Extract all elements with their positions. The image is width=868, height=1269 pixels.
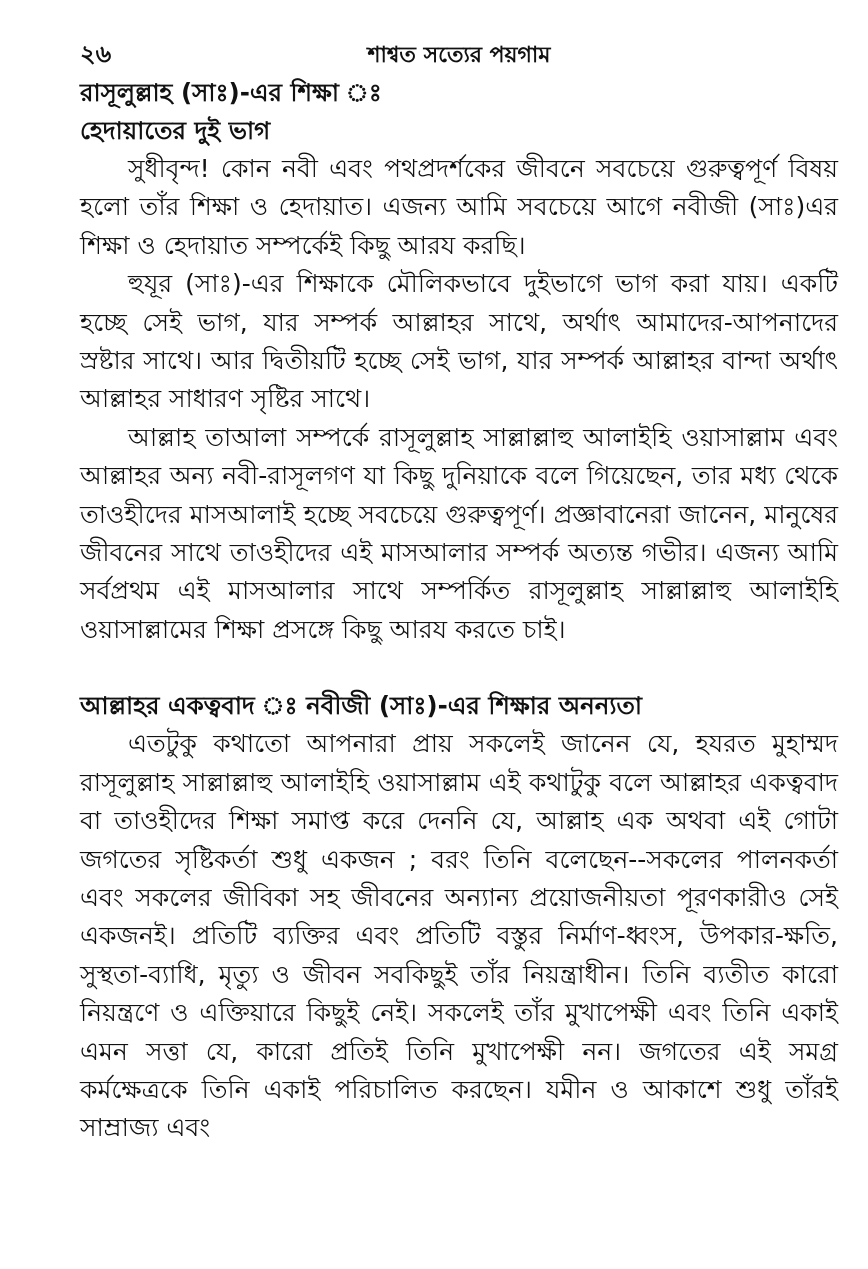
page-number: ২৬ [80, 40, 112, 68]
section-teachings [80, 74, 838, 649]
section-subheading: হেদায়াতের দুই ভাগ [80, 116, 271, 145]
running-header [80, 30, 838, 74]
paragraph: হুযূর (সাঃ)-এর শিক্ষাকে মৌলিকভাবে দুইভাগে ভাগ করা যায়। একটি হচ্ছে সেই ভাগ, যার সম্পর্ক আল্লাহর সাথে, অর্থাৎ আমাদের-আপনাদের স্রষ্টার সাথে। আর দ্বিতীয়টি হচ্ছে সেই ভাগ, যার সম্পর্ক আল্লাহর বান্দা অর্থাৎ আল্লাহর সাধারণ সৃষ্টির সাথে। [80, 269, 838, 414]
section-heading: আল্লাহর একত্ববাদ ঃ নবীজী (সাঃ)-এর শিক্ষার অনন্যতা [80, 691, 642, 721]
paragraph: আল্লাহ তাআলা সম্পর্কে রাসূলুল্লাহ সাল্লাল্লাহু আলাইহি ওয়াসাল্লাম এবং আল্লাহর অন্য নবী-রাসূলগণ যা কিছু দুনিয়াকে বলে গিয়েছেন, তার মধ্য থেকে তাওহীদের মাসআলাই হচ্ছে সবচেয়ে গুরুত্বপূর্ণ। প্রজ্ঞাবানেরা জানেন, মানুষের জীবনের সাথে তাওহীদের এই মাসআলার সম্পর্ক অত্যন্ত গভীর। এজন্য আমি সর্বপ্রথম এই মাসআলার সাথে সম্পর্কিত রাসূলুল্লাহ সাল্লাল্লাহু আলাইহি ওয়াসাল্লামের শিক্ষা প্রসঙ্গে কিছু আরয করতে চাই। [80, 422, 838, 644]
paragraph: সুধীবৃন্দ! কোন নবী এবং পথপ্রদর্শকের জীবনে সবচেয়ে গুরুত্বপূর্ণ বিষয় হলো তাঁর শিক্ষা ও হেদায়াত। এজন্য আমি সবচেয়ে আগে নবীজী (সাঃ)এর শিক্ষা ও হেদায়াত সম্পর্কেই কিছু আরয করছি। [80, 154, 838, 260]
paragraph: এতটুকু কথাতো আপনারা প্রায় সকলেই জানেন যে, হযরত মুহাম্মদ রাসূলুল্লাহ সাল্লাল্লাহু আলাইহি ওয়াসাল্লাম এই কথাটুকু বলে আল্লাহর একত্ববাদ বা তাওহীদের শিক্ষা সমাপ্ত করে দেননি যে, আল্লাহ এক অথবা এই গোটা জগতের সৃষ্টিকর্তা শুধু একজন ; বরং তিনি বলেছেন--সকলের পালনকর্তা এবং সকলের জীবিকা সহ জীবনের অন্যান্য প্রয়োজনীয়তা পূরণকারীও সেই একজনই। প্রতিটি ব্যক্তির এবং প্রতিটি বস্তুর নির্মাণ-ধ্বংস, উপকার-ক্ষতি, সুস্থতা-ব্যাধি, মৃত্যু ও জীবন সবকিছুই তাঁর নিয়ন্ত্রাধীন। তিনি ব্যতীত কারো নিয়ন্ত্রণে ও এক্তিয়ারে কিছুই নেই। সকলেই তাঁর মুখাপেক্ষী এবং তিনি একাই এমন সত্তা যে, কারো প্রতিই তিনি মুখাপেক্ষী নন। জগতের এই সমগ্র কর্মক্ষেত্রকে তিনি একাই পরিচালিত করছেন। যমীন ও আকাশে শুধু তাঁরই সাম্রাজ্য এবং [80, 729, 838, 1143]
section-heading: রাসূলুল্লাহ (সাঃ)-এর শিক্ষা ঃ [80, 78, 382, 107]
running-title: শাশ্বত সত্যের পয়গাম [367, 43, 551, 68]
section-oneness [80, 687, 838, 1147]
